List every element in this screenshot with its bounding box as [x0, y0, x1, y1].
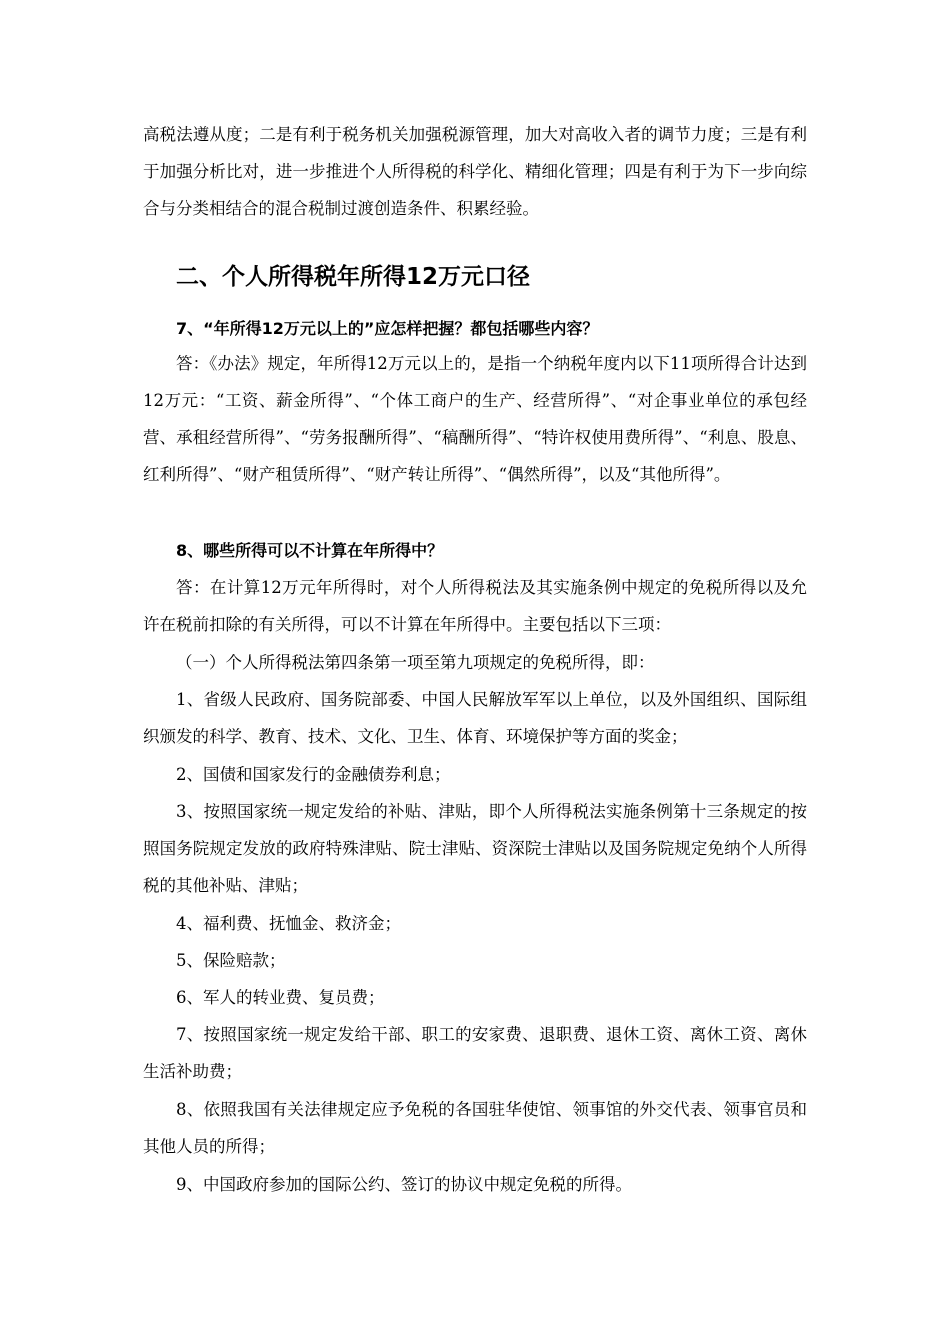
list-item: 2、国债和国家发行的金融债券利息； — [176, 765, 451, 784]
question-7: 7、“年所得12万元以上的”应怎样把握？都包括哪些内容？ — [176, 319, 599, 338]
list-item: 8、依照我国有关法律规定应予免税的各国驻华使馆、领事馆的外交代表、领事官员和其他人员的所得； — [143, 1100, 807, 1156]
list-item: 1、省级人民政府、国务院部委、中国人民解放军军以上单位，以及外国组织、国际组织颁发的科学、教育、技术、文化、卫生、体育、环境保护等方面的奖金； — [143, 690, 807, 746]
list-item: 4、福利费、抚恤金、救济金； — [176, 914, 401, 933]
list-item: 9、中国政府参加的国际公约、签订的协议中规定免税的所得。 — [176, 1175, 632, 1194]
list-item: 6、军人的转业费、复员费； — [176, 988, 385, 1007]
list-item: 5、保险赔款； — [176, 951, 286, 970]
list-item: 7、按照国家统一规定发给干部、职工的安家费、退职费、退休工资、离休工资、离休生活补助费； — [143, 1025, 807, 1081]
list-item: 3、按照国家统一规定发给的补贴、津贴，即个人所得税法实施条例第十三条规定的按照国务院规定发放的政府特殊津贴、院士津贴、资深院士津贴以及国务院规定免纳个人所得税的其他补贴、津贴； — [143, 802, 807, 895]
section-heading: 二、个人所得税年所得12万元口径 — [176, 264, 531, 290]
answer-7: 答：《办法》规定，年所得12万元以上的，是指一个纳税年度内以下11项所得合计达到12万元：“工资、薪金所得”、“个体工商户的生产、经营所得”、“对企事业单位的承包经营、承租经营所得”、“劳务报酬所得”、“稿酬所得”、“特许权使用费所得”、“利息、股息、红利所得”、“财产租赁所得”、“财产转让所得”、“偶然所得”，以及“其他所得”。 — [143, 354, 807, 484]
intro-paragraph: 高税法遵从度；二是有利于税务机关加强税源管理，加大对高收入者的调节力度；三是有利于加强分析比对，进一步推进个人所得税的科学化、精细化管理；四是有利于为下一步向综合与分类相结合的混合税制过渡创造条件、积累经验。 — [143, 125, 807, 218]
answer-8: 答：在计算12万元年所得时，对个人所得税法及其实施条例中规定的免税所得以及允许在税前扣除的有关所得，可以不计算在年所得中。主要包括以下三项： — [143, 578, 807, 634]
question-8: 8、哪些所得可以不计算在年所得中？ — [176, 541, 444, 560]
subheading-exempt-income: （一）个人所得税法第四条第一项至第九项规定的免税所得，即： — [176, 653, 655, 672]
